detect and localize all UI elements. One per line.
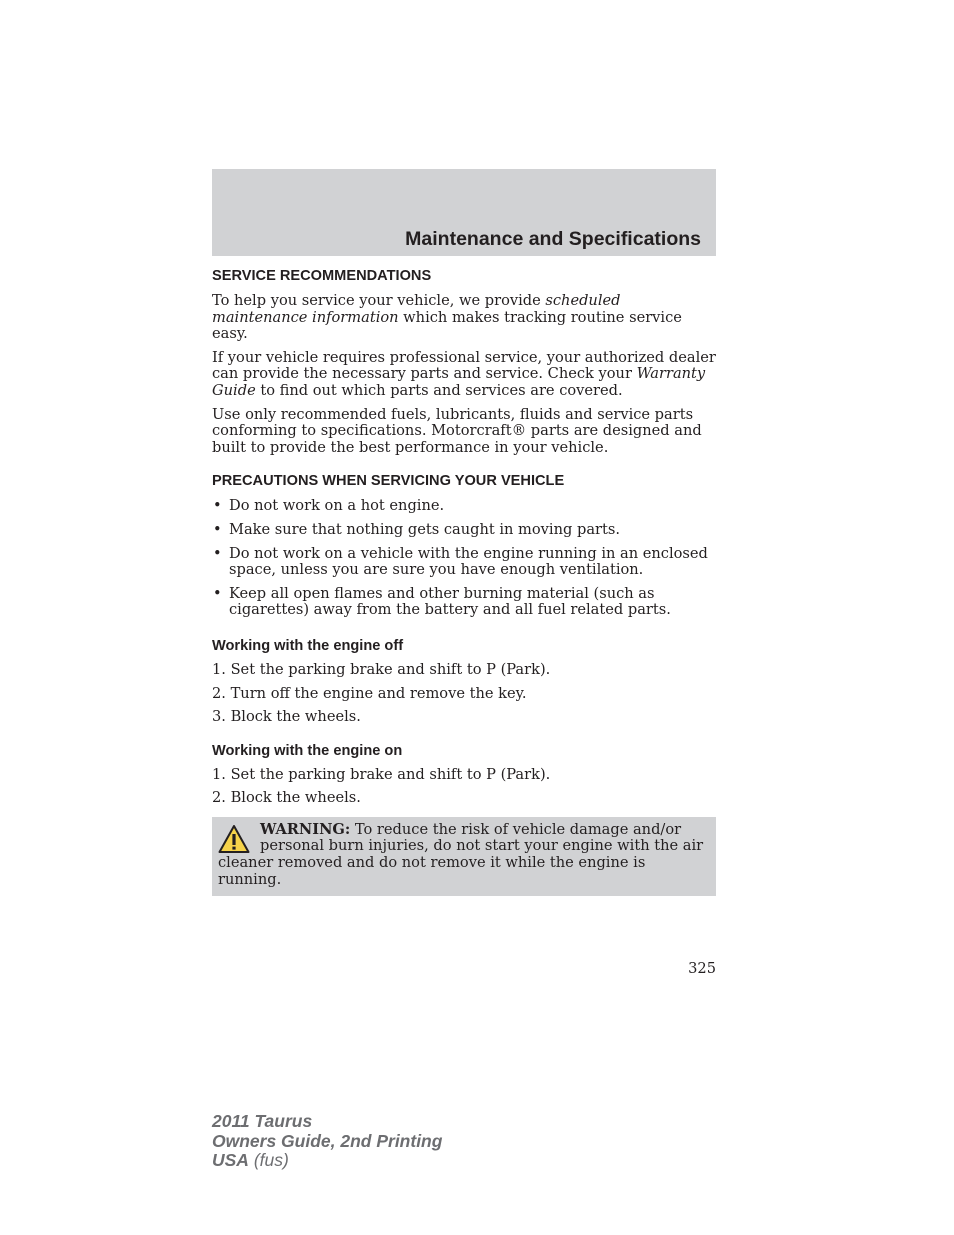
warranty-guide-term: Warranty Guide (212, 365, 706, 399)
warning-triangle-icon (218, 824, 250, 854)
warning-box (212, 817, 716, 896)
chapter-title: Maintenance and Specifications (405, 228, 701, 250)
footer-model: 2011 Taurus (212, 1111, 313, 1131)
scheduled-maintenance-term: scheduled maintenance information (212, 292, 621, 326)
list-item: 1. Set the parking brake and shift to P (Park). (212, 660, 551, 678)
footer-edition: Owners Guide, 2nd Printing (212, 1130, 443, 1151)
engine-on-heading: Working with the engine on (212, 742, 403, 759)
list-item: 2. Turn off the engine and remove the key. (212, 684, 527, 702)
engine-off-heading: Working with the engine off (212, 637, 404, 654)
bullet-icon: • (213, 520, 222, 538)
bullet-icon: • (213, 544, 222, 562)
chapter-header-band (212, 169, 716, 256)
list-item: • Do not work on a hot engine. (213, 497, 445, 515)
service-recommendations-heading: SERVICE RECOMMENDATIONS (212, 268, 432, 284)
service-paragraph-2: If your vehicle requires professional service, your authorized dealer can provide the necessary parts and service. Check your Warranty Guide to find out which parts and services are covered. (212, 348, 716, 399)
bullet-icon: • (213, 584, 222, 602)
warning-label: WARNING: (260, 820, 351, 838)
engine-on-steps (212, 767, 716, 807)
list-item: • Make sure that nothing gets caught in moving parts. (213, 520, 620, 538)
document-footer (212, 1112, 442, 1171)
warning-text: To reduce the risk of vehicle damage and/or personal burn injuries, do not start your engine with the air cleaner removed and do not remove it while the engine is running. (218, 820, 704, 888)
service-paragraph-3: Use only recommended fuels, lubricants, fluids and service parts conforming to specifications. Motorcraft® parts are designed and built to provide the best performance in your vehicle. (212, 405, 702, 456)
engine-off-steps (212, 662, 716, 726)
precautions-list (212, 498, 716, 619)
list-item: 3. Block the wheels. (212, 708, 361, 726)
page-number: 325 (688, 960, 716, 977)
service-paragraph-1: To help you service your vehicle, we provide scheduled maintenance information which makes tracking routine service easy. (212, 292, 682, 343)
list-item: • Do not work on a vehicle with the engine running in an enclosed space, unless you are sure you have enough ventilation. (213, 544, 708, 579)
footer-region: USA (fus) (212, 1150, 289, 1170)
precautions-heading: PRECAUTIONS WHEN SERVICING YOUR VEHICLE (212, 473, 565, 490)
list-item: • Keep all open flames and other burning material (such as cigarettes) away from the battery and all fuel related parts. (213, 584, 671, 619)
list-item: 2. Block the wheels. (212, 789, 361, 807)
bullet-icon: • (213, 497, 222, 515)
page-content (212, 266, 716, 896)
list-item: 1. Set the parking brake and shift to P (Park). (212, 765, 551, 783)
